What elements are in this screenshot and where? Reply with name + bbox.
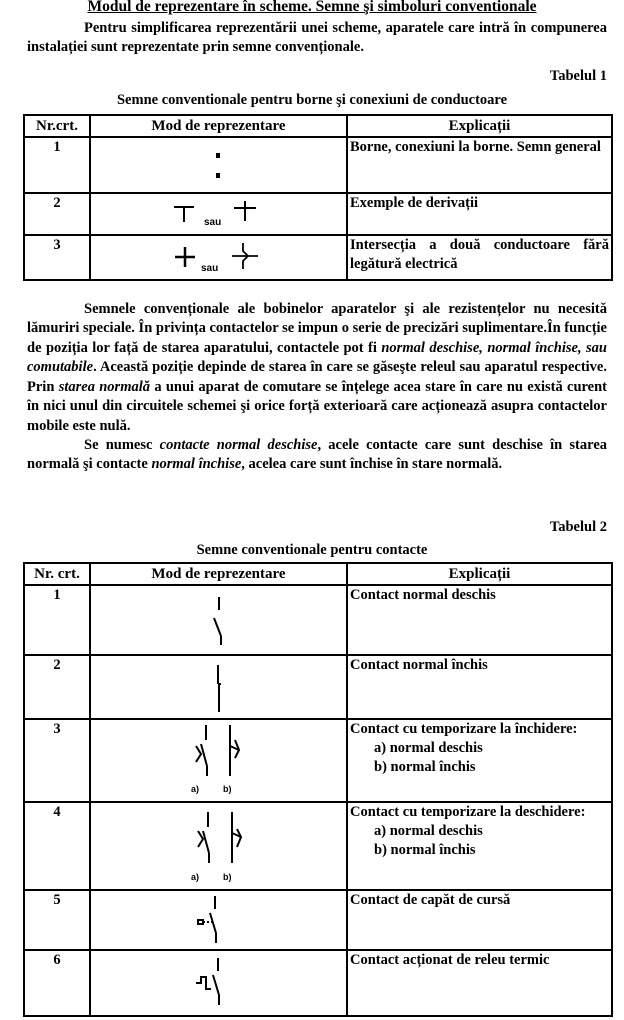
crossing-bridge-icon <box>231 242 259 270</box>
table-row <box>24 585 612 655</box>
table2-row1-symbol <box>90 585 347 655</box>
table-row <box>24 890 612 950</box>
option-a: a) normal deschis <box>374 739 483 756</box>
table2-row6-nr: 6 <box>24 950 90 1016</box>
limit-switch-contact-icon <box>197 895 227 945</box>
table2-caption: Semne conventionale pentru contacte <box>196 542 428 558</box>
table2-row2-symbol <box>90 655 347 719</box>
variant-b-label: b) <box>223 872 232 883</box>
option-b: b) normal închis <box>374 758 476 775</box>
table1-row3-explanation: Intersecția a două conductoare fără legătură electrică <box>347 235 612 280</box>
table1-header-nr: Nr.crt. <box>24 115 90 137</box>
sau-label: sau <box>204 217 222 229</box>
table2-row2-nr: 2 <box>24 655 90 719</box>
table2-row5-symbol <box>90 890 347 950</box>
body-paragraph <box>27 300 607 475</box>
contact-nc-icon <box>208 664 228 714</box>
table2-row3-explanation: Contact cu temporizare la închidere: a) normal deschis b) normal închis <box>347 719 612 802</box>
table2-row3-nr: 3 <box>24 719 90 802</box>
table-row <box>24 950 612 1016</box>
table2-header-row <box>24 563 612 585</box>
body-p2: Se numesc contacte normal deschise, acele contacte care sunt deschise în starea normală şi contacte normal închise, acelea care sunt închise în stare normală. <box>27 436 607 473</box>
thermal-relay-contact-icon <box>195 957 229 1007</box>
contact-no-icon <box>209 596 229 646</box>
table1-header-mod: Mod de reprezentare <box>90 115 347 137</box>
document-title: Modul de reprezentare în scheme. Semne şi simboluri conventionale <box>87 0 537 15</box>
terminal-dots-icon <box>214 152 224 182</box>
option-a: a) normal deschis <box>374 822 483 839</box>
table1-row2-explanation: Exemple de derivații <box>347 193 612 235</box>
table2-header-nr: Nr. crt. <box>24 563 90 585</box>
table2-row4-symbol <box>90 802 347 890</box>
table1-row3-nr: 3 <box>24 235 90 280</box>
table2-row4-nr: 4 <box>24 802 90 890</box>
table2-row5-nr: 5 <box>24 890 90 950</box>
table2-row5-explanation: Contact de capăt de cursă <box>347 890 612 950</box>
table1-row2-nr: 2 <box>24 193 90 235</box>
derivation-alt-icon <box>233 200 257 222</box>
table2-row6-explanation: Contact acționat de releu termic <box>347 950 612 1016</box>
table1-header-explicatii: Explicații <box>347 115 612 137</box>
table-row <box>24 802 612 890</box>
table-row <box>24 193 612 235</box>
table1-row2-symbol <box>90 193 347 235</box>
intro-paragraph <box>27 19 607 58</box>
sau-label: sau <box>201 263 219 275</box>
crossing-icon <box>174 246 196 268</box>
table2-row6-symbol <box>90 950 347 1016</box>
derivation-icon <box>173 204 195 224</box>
table2-label: Tabelul 2 <box>549 519 607 535</box>
table2-row2-explanation: Contact normal închis <box>347 655 612 719</box>
table1-row1-symbol <box>90 137 347 193</box>
intro-text: Pentru simplificarea reprezentării unei scheme, aparatele care intră în compunerea instalației sunt reprezentate prin semne convenționale. <box>27 20 607 56</box>
table2-row1-explanation: Contact normal deschis <box>347 585 612 655</box>
timed-closing-contact-icon <box>193 724 243 782</box>
table1-row3-symbol <box>90 235 347 280</box>
table1-caption: Semne conventionale pentru borne şi conexiuni de conductoare <box>116 92 508 108</box>
table1-label: Tabelul 1 <box>549 68 607 84</box>
table-row <box>24 655 612 719</box>
variant-a-label: a) <box>191 784 200 795</box>
table2-row1-nr: 1 <box>24 585 90 655</box>
table2-header-explicatii: Explicații <box>347 563 612 585</box>
table1-row1-nr: 1 <box>24 137 90 193</box>
table2-row3-symbol <box>90 719 347 802</box>
table-row <box>24 719 612 802</box>
table-row <box>24 137 612 193</box>
timed-opening-contact-icon <box>195 811 245 869</box>
table-row <box>24 235 612 280</box>
variant-a-label: a) <box>191 872 200 883</box>
variant-b-label: b) <box>223 784 232 795</box>
table2-row4-explanation: Contact cu temporizare la deschidere: a) normal deschis b) normal închis <box>347 802 612 890</box>
table2 <box>23 562 613 1017</box>
table2-header-mod: Mod de reprezentare <box>90 563 347 585</box>
body-p1: Semnele convenționale ale bobinelor aparatelor şi ale rezistențelor nu necesită lămuriri speciale. În privința contactelor se impun o serie de precizări suplimentare.În funcție de poziția lor față de starea aparatului, contactele pot fi normal deschise, normal închise, sau comutabile. Această poziție depinde de starea în care se găseşte releul sau aparatul respective. Prin starea normală a unui aparat de comutare se înțelege acea stare în care nu există curent în nici unul din circuitele schemei şi orice forță exterioară care acționează asupra contactelor mobile este nulă. <box>27 301 608 434</box>
option-b: b) normal închis <box>374 841 476 858</box>
table1-header-row <box>24 115 612 137</box>
table1 <box>23 114 613 281</box>
table1-row1-explanation: Borne, conexiuni la borne. Semn general <box>347 137 612 193</box>
